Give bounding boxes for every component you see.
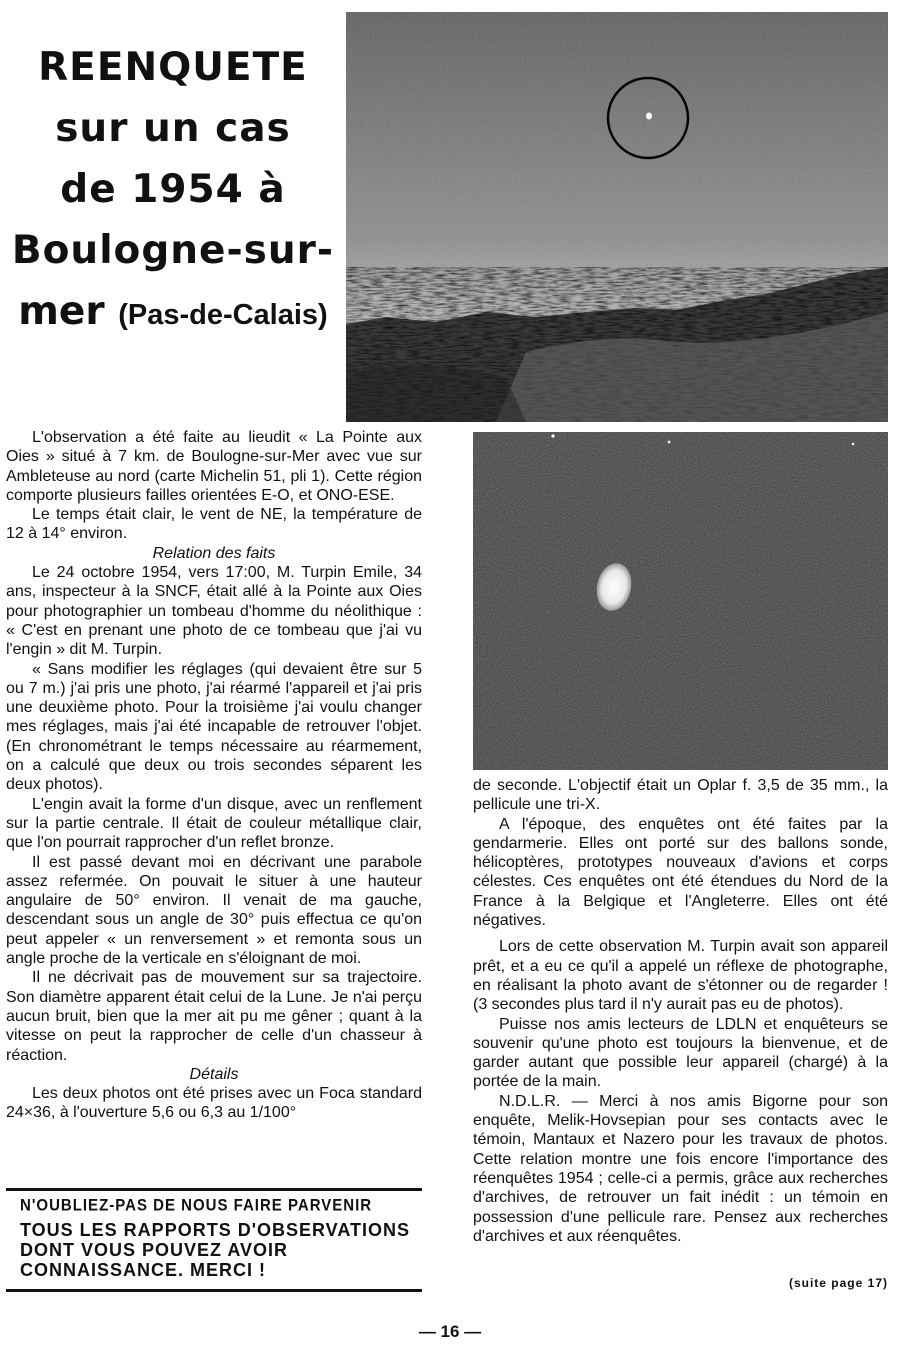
right-paragraph-continued: de seconde. L'objectif était un Oplar f. 3,5 de 35 mm., la pellicule une tri-X. [473,777,888,814]
object-dot [646,113,652,120]
title-line-3: de 1954 à [60,167,286,212]
right-paragraph: Puisse nos amis lecteurs de LDLN et enquêteurs se souvenir qu'une photo est toujours la bienvenue, et de garder autant que possible leur appareil (chargé) à la portée de la main. [473,1015,888,1091]
title-line-2: sur un cas [55,106,291,151]
title-line-5-main: mer [18,289,105,334]
left-paragraph: « Sans modifier les réglages (qui devaient être sur 5 ou 7 m.) j'ai pris une photo, j'ai réarmé l'appareil et j'ai pris une deuxième photo. Pour la troisième j'ai voulu changer mes réglages, mais j'ai été incapable de retrouver l'objet. (En chronométrant le temps nécessaire au réarmement, on a calculé que deux ou trois secondes séparent les deux photos). [6,660,422,794]
photo-dunes-with-object [346,12,888,422]
title-line-1: REENQUETE [38,45,308,90]
notice-line-1: N'OUBLIEZ-PAS DE NOUS FAIRE PARVENIR [20,1196,373,1215]
right-paragraph: N.D.L.R. — Merci à nos amis Bigorne pour son enquête, Melik-Hovsepian pour ses contacts avec le témoin, Mantaux et Nazero pour les travaux de photos. Cette relation montre une fois encore l'importance des réenquêtes 1954 ; celle-ci a permis, grâce aux recherches d'archives, de retrouver un fait inédit : un témoin en possession d'une pellicule rare. Pensez aux recherches d'archives et aux réenquêtes. [473,1092,888,1245]
left-paragraph: Le temps était clair, le vent de NE, la température de 12 à 14° environ. [6,506,422,543]
section-heading: Relation des faits [152,544,276,562]
right-paragraph: Lors de cette observation M. Turpin avait son appareil prêt, et a eu ce qu'il a appelé un réflexe de photographe, en réalisant la photo avant de s'étonner ou de regarder ! (3 secondes plus tard il n'y aurait pas eu de photos). [473,938,888,1014]
left-paragraph: L'observation a été faite au lieudit « La Pointe aux Oies » situé à 7 km. de Boulogne-sur-Mer avec vue sur Ambleteuse au nord (carte Michelin 51, pli 1). Cette région comporte plusieurs failles orientées E-O, et ONO-ESE. [6,429,422,504]
article-title [0,45,346,334]
left-paragraph: Le 24 octobre 1954, vers 17:00, M. Turpin Emile, 34 ans, inspecteur à la SNCF, était allé à la Pointe aux Oies pour photographier un tombeau d'homme du néolithique : « C'est en prenant une photo de ce tombeau que j'ai vu l'engin » dit M. Turpin. [6,564,422,659]
title-line-5-sub: (Pas-de-Calais) [118,299,328,331]
photo-dunes-svg [346,12,888,422]
right-paragraph: A l'époque, des enquêtes ont été faites par la gendarmerie. Elles ont porté sur des ballons sonde, hélicoptères, prototypes nouveaux d'avions et corps célestes. Ces enquêtes ont été étendues du Nord de la France à la Belgique et l'Angleterre. Elles ont été négatives. [473,815,888,930]
notice-box [6,1188,422,1292]
left-paragraph: Il ne décrivait pas de mouvement sur sa trajectoire. Son diamètre apparent était celui de la Lune. Je n'ai perçu aucun bruit, bien que la mer ait pu me gêner ; quant à la vitesse on peut la rapprocher de celle d'un chasseur à réaction. [6,969,422,1064]
photo-object-closeup [473,432,888,770]
left-paragraph: Les deux photos ont été prises avec un Foca standard 24×36, à l'ouverture 5,6 ou 6,3 au 1/100° [6,1085,422,1122]
left-column-text [6,428,422,1123]
photo-closeup-svg [473,432,888,770]
continued-note: (suite page 17) [788,1276,888,1290]
left-paragraph: L'engin avait la forme d'un disque, avec un renflement sur la partie centrale. Il était de couleur métallique clair, que l'on pourrait rapprocher d'un reflet bronze. [6,795,422,852]
title-line-5 [18,289,327,334]
left-paragraph: Il est passé devant moi en décrivant une parabole assez refermée. On pouvait le situer à une hauteur angulaire de 50° environ. Il venait de ma gauche, descendant sous un angle de 30° puis effectua ce qu'on peut appeler « un renversement » et remonta sous un angle proche de la verticale en s'éloignant de moi. [6,853,422,968]
section-heading: Détails [189,1065,239,1083]
title-line-4: Boulogne-sur- [11,228,335,273]
right-column-text [473,776,888,1246]
page-number: — 16 — [418,1322,482,1341]
notice-line-2: TOUS LES RAPPORTS D'OBSERVATIONS DONT VOUS POUVEZ AVOIR CONNAISSANCE. MERCI ! [20,1220,410,1280]
